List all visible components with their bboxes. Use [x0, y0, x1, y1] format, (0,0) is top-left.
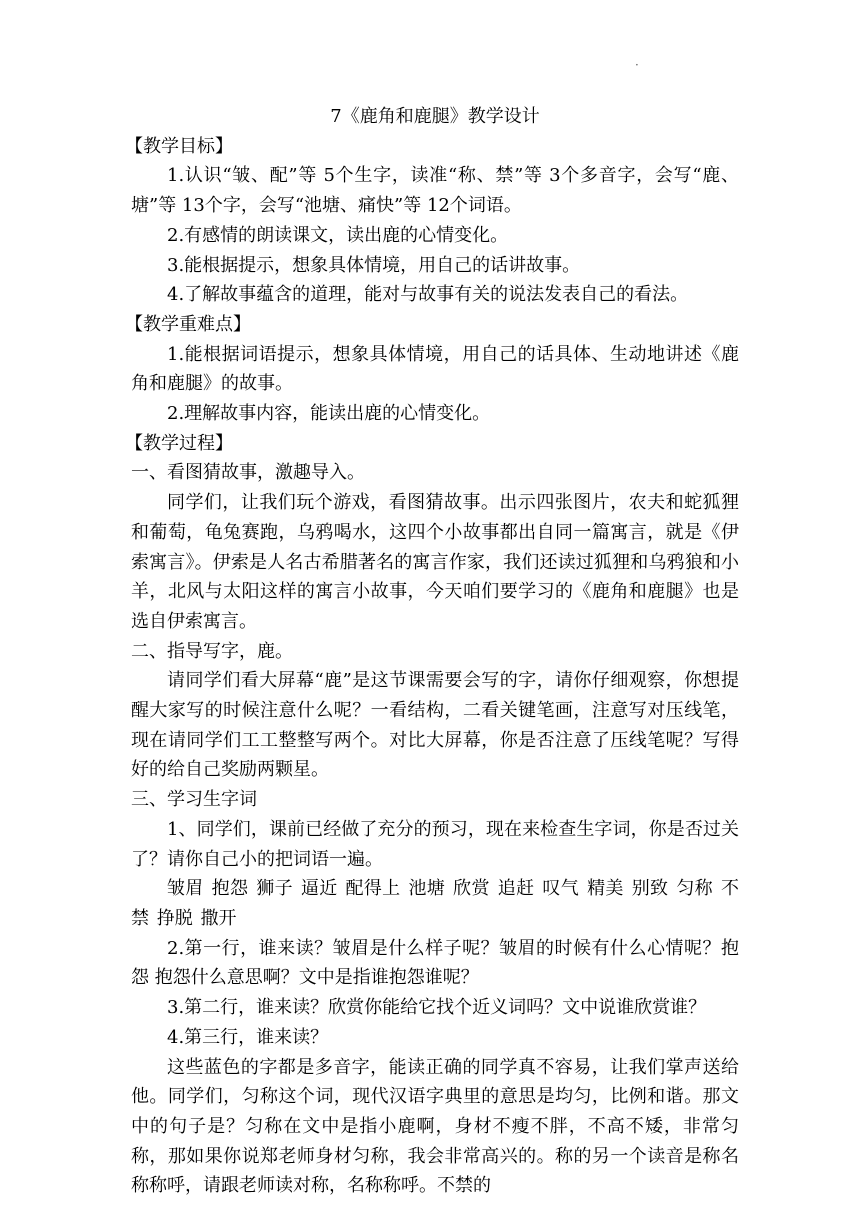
part2-heading: 二、指导写字，鹿。: [131, 640, 293, 662]
objective-item-1: 1.认识“皱、配”等 5个生字，读准“称、禁”等 3个多音字，会写“鹿、塘”等 13个字，会写“池塘、痛快”等 12个词语。: [131, 165, 739, 217]
key-points-heading: 【教学重难点】: [125, 313, 251, 335]
vocabulary-word-list: 皱眉 抱怨 狮子 逼近 配得上 池塘 欣赏 追赶 叹气 精美 别致 匀称 不禁 挣脱 撒开: [131, 878, 739, 929]
part3-heading: 三、学习生字词: [131, 789, 257, 811]
document-page: [125, 102, 739, 1201]
part3-paragraph-2: 2.第一行，谁来读？皱眉是什么样子呢？皱眉的时候有什么心情呢？抱怨 抱怨什么意思啊？文中是指谁抱怨谁呢？: [131, 937, 739, 989]
key-point-item-2: 2.理解故事内容，能读出鹿的心情变化。: [167, 403, 491, 425]
part3-paragraph-5: 这些蓝色的字都是多音字，能读正确的同学真不容易，让我们掌声送给他。同学们，匀称这个词，现代汉语字典里的意思是均匀，比例和谐。那文中的句子是？匀称在文中是指小鹿啊，身材不瘦不胖，不高不矮，非常匀称，那如果你说郑老师身材匀称，我会非常高兴的。称的另一个读音是称名称称呼，请跟老师读对称，名称称呼。不禁的: [131, 1056, 739, 1197]
corner-dot-mark: ·: [635, 58, 639, 72]
part3-paragraph-3: 3.第二行，谁来读？欣赏你能给它找个近义词吗？文中说谁欣赏谁？: [167, 997, 707, 1019]
part1-heading: 一、看图猜故事，激趣导入。: [131, 462, 365, 484]
document-title: 7《鹿角和鹿腿》教学设计: [330, 106, 540, 127]
objective-item-4: 4.了解故事蕴含的道理，能对与故事有关的说法发表自己的看法。: [167, 284, 689, 306]
process-heading: 【教学过程】: [125, 432, 233, 454]
objective-item-2: 2.有感情的朗读课文，读出鹿的心情变化。: [167, 224, 509, 246]
part2-paragraph: 请同学们看大屏幕“鹿”是这节课需要会写的字，请你仔细观察，你想提醒大家写的时候注意什么呢？一看结构，二看关键笔画，注意写对压线笔，现在请同学们工工整整写两个。对比大屏幕，你是否注意了压线笔呢？写得好的给自己奖励两颗星。: [131, 670, 739, 781]
objectives-heading: 【教学目标】: [125, 135, 233, 157]
part1-paragraph: 同学们，让我们玩个游戏，看图猜故事。出示四张图片，农夫和蛇狐狸和葡萄，龟兔赛跑，乌鸦喝水，这四个小故事都出自同一篇寓言，就是《伊索寓言》。伊索是人名古希腊著名的寓言作家，我们还读过狐狸和乌鸦狼和小羊，北风与太阳这样的寓言小故事，今天咱们要学习的《鹿角和鹿腿》也是选自伊索寓言。: [131, 492, 739, 632]
part3-paragraph-4: 4.第三行，谁来读？: [167, 1026, 329, 1048]
part3-paragraph-1: 1、同学们，课前已经做了充分的预习，现在来检查生字词，你是否过关了？请你自己小的把词语一遍。: [131, 818, 739, 870]
objective-item-3: 3.能根据提示，想象具体情境，用自己的话讲故事。: [167, 254, 581, 276]
key-point-item-1: 1.能根据词语提示，想象具体情境，用自己的话具体、生动地讲述《鹿角和鹿腿》的故事。: [131, 343, 739, 395]
